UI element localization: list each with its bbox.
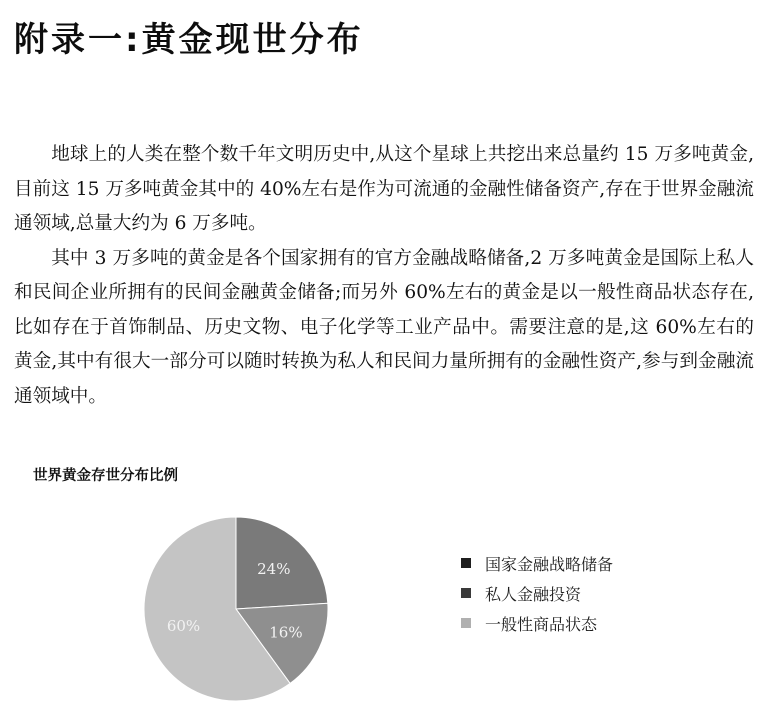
chart-title: 世界黄金存世分布比例 — [33, 468, 178, 484]
page-title: 附录一:黄金现世分布 — [14, 20, 364, 60]
pie-slice-label: 60% — [166, 617, 201, 636]
legend-label: 一般性商品状态 — [485, 614, 598, 634]
legend-label: 国家金融战略储备 — [485, 554, 614, 574]
legend-item-private-investment — [461, 578, 613, 608]
legend-item-national-reserve — [461, 548, 613, 578]
paragraph-2: 其中 3 万多吨的黄金是各个国家拥有的官方金融战略储备,2 万多吨黄金是国际上私人和民间企业所拥有的民间金融黄金储备;而另外 60%左右的黄金是以一般性商品状态存在,比如存在于首饰制品、历史文物、电子化学等工业产品中。需要注意的是,这 60%左右的黄金,其中有很大一部分可以随时转换为私人和民间力量所拥有的金融性资产,参与到金融流通领域中。 — [14, 247, 754, 407]
legend-swatch — [461, 558, 471, 568]
pie-slices — [144, 517, 328, 701]
pie-slice-label: 16% — [269, 623, 303, 642]
legend-label: 私人金融投资 — [485, 584, 582, 604]
pie-slice-label: 24% — [257, 559, 291, 578]
legend-swatch — [461, 618, 471, 628]
legend-item-general-commodity — [461, 608, 613, 638]
chart-legend — [461, 548, 613, 638]
paragraph-1: 地球上的人类在整个数千年文明历史中,从这个星球上共挖出来总量约 15 万多吨黄金,目前这 15 万多吨黄金其中的 40%左右是作为可流通的金融性储备资产,存在于世界金融流通领域,总量大约为 6 万多吨。 — [14, 144, 754, 234]
legend-swatch — [461, 588, 471, 598]
